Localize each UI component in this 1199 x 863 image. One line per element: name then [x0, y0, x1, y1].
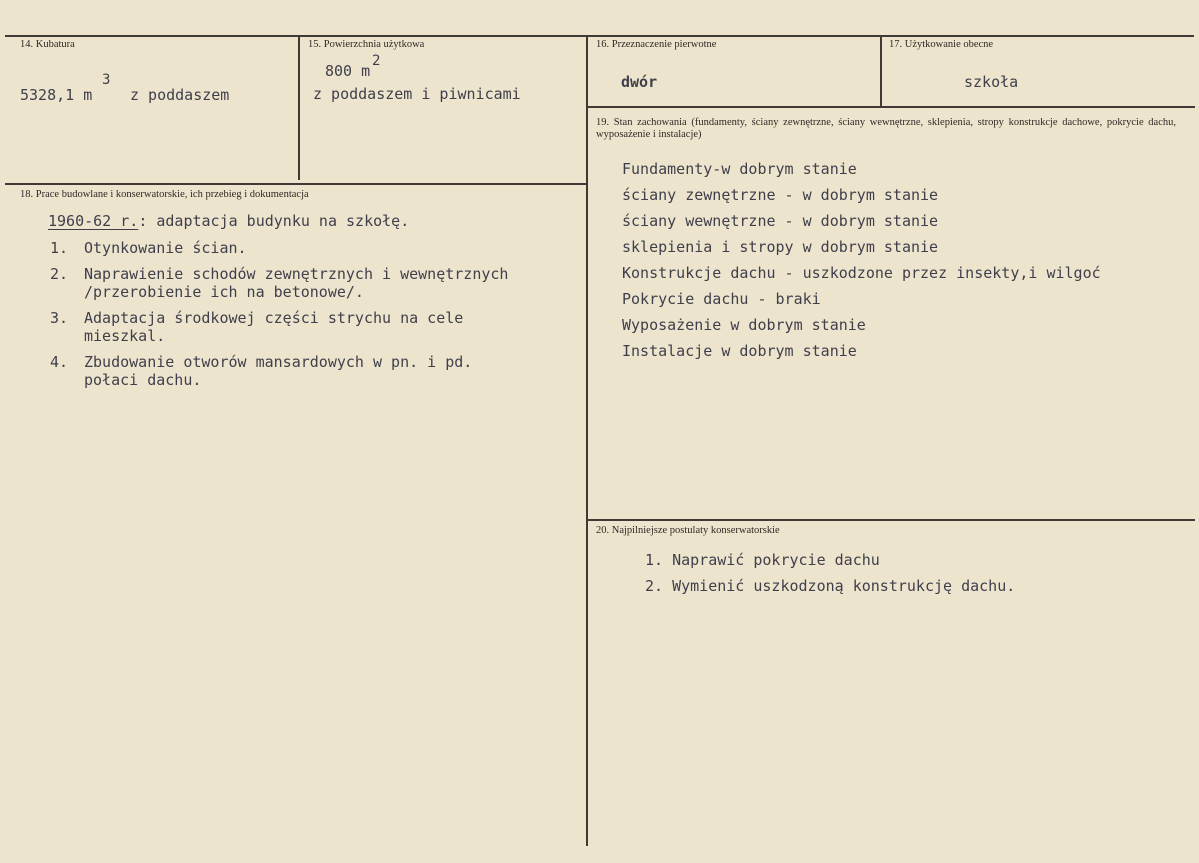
- condition-line: ściany zewnętrzne - w dobrym stanie: [622, 186, 939, 204]
- postulate-line: 2. Wymienić uszkodzoną konstrukcję dachu.: [645, 577, 1016, 595]
- field-16-label: 16. Przeznaczenie pierwotne: [596, 39, 717, 50]
- divider-left-right: [586, 36, 588, 846]
- works-item-number: 2.: [50, 265, 69, 283]
- works-item-number: 1.: [50, 239, 69, 257]
- works-date: 1960-62 r.: [48, 212, 139, 230]
- cubature-value: 5328,1 m: [20, 86, 93, 104]
- works-item-line: Adaptacja środkowej części strychu na cele: [84, 309, 464, 327]
- condition-line: Pokrycie dachu - braki: [622, 290, 821, 308]
- cubature-note: z poddaszem: [130, 86, 230, 104]
- current-use-value: szkoła: [964, 73, 1019, 91]
- field-14-label: 14. Kubatura: [20, 39, 75, 50]
- field-17-label: 17. Użytkowanie obecne: [889, 39, 994, 50]
- condition-line: Wyposażenie w dobrym stanie: [622, 316, 866, 334]
- divider-16-17: [880, 36, 882, 106]
- works-item-line: /przerobienie ich na betonowe/.: [84, 283, 364, 301]
- divider-14-15: [298, 36, 300, 180]
- top-border: [5, 35, 1194, 37]
- usable-area-unit-exponent: 2: [372, 53, 381, 69]
- field-19-label: 19. Stan zachowania (fundamenty, ściany zewnętrzne, ściany wewnętrzne, sklepienia, stropy konstrukcje dachowe, pokrycie dachu, wyposażenie i instalacje): [596, 117, 1176, 140]
- works-item-line: Otynkowanie ścian.: [84, 239, 247, 257]
- row-line-20: [587, 519, 1195, 521]
- works-item-number: 3.: [50, 309, 69, 327]
- field-20-label: 20. Najpilniejsze postulaty konserwatorskie: [596, 525, 780, 536]
- usable-area-note: z poddaszem i piwnicami: [313, 85, 521, 103]
- condition-line: sklepienia i stropy w dobrym stanie: [622, 238, 939, 256]
- works-item-line: Zbudowanie otworów mansardowych w pn. i pd.: [84, 353, 473, 371]
- original-purpose-value: dwór: [621, 73, 658, 91]
- field-15-label: 15. Powierzchnia użytkowa: [308, 39, 425, 50]
- works-item-line: połaci dachu.: [84, 371, 202, 389]
- condition-line: Instalacje w dobrym stanie: [622, 342, 857, 360]
- condition-line: ściany wewnętrzne - w dobrym stanie: [622, 212, 939, 230]
- postulate-line: 1. Naprawić pokrycie dachu: [645, 551, 880, 569]
- works-intro: [48, 212, 409, 230]
- works-intro-text: : adaptacja budynku na szkołę.: [138, 212, 410, 230]
- condition-line: Fundamenty-w dobrym stanie: [622, 160, 857, 178]
- works-item-line: mieszkal.: [84, 327, 166, 345]
- works-item-number: 4.: [50, 353, 69, 371]
- condition-line: Konstrukcje dachu - uszkodzone przez insekty,i wilgoć: [622, 264, 1101, 282]
- field-18-label: 18. Prace budowlane i konserwatorskie, ich przebieg i dokumentacja: [20, 189, 309, 200]
- row-line-18: [5, 183, 587, 185]
- cubature-unit-exponent: 3: [102, 72, 111, 88]
- row-line-19: [587, 106, 1195, 108]
- usable-area-value: 800 m: [325, 62, 371, 80]
- works-item-line: Naprawienie schodów zewnętrznych i wewnętrznych: [84, 265, 509, 283]
